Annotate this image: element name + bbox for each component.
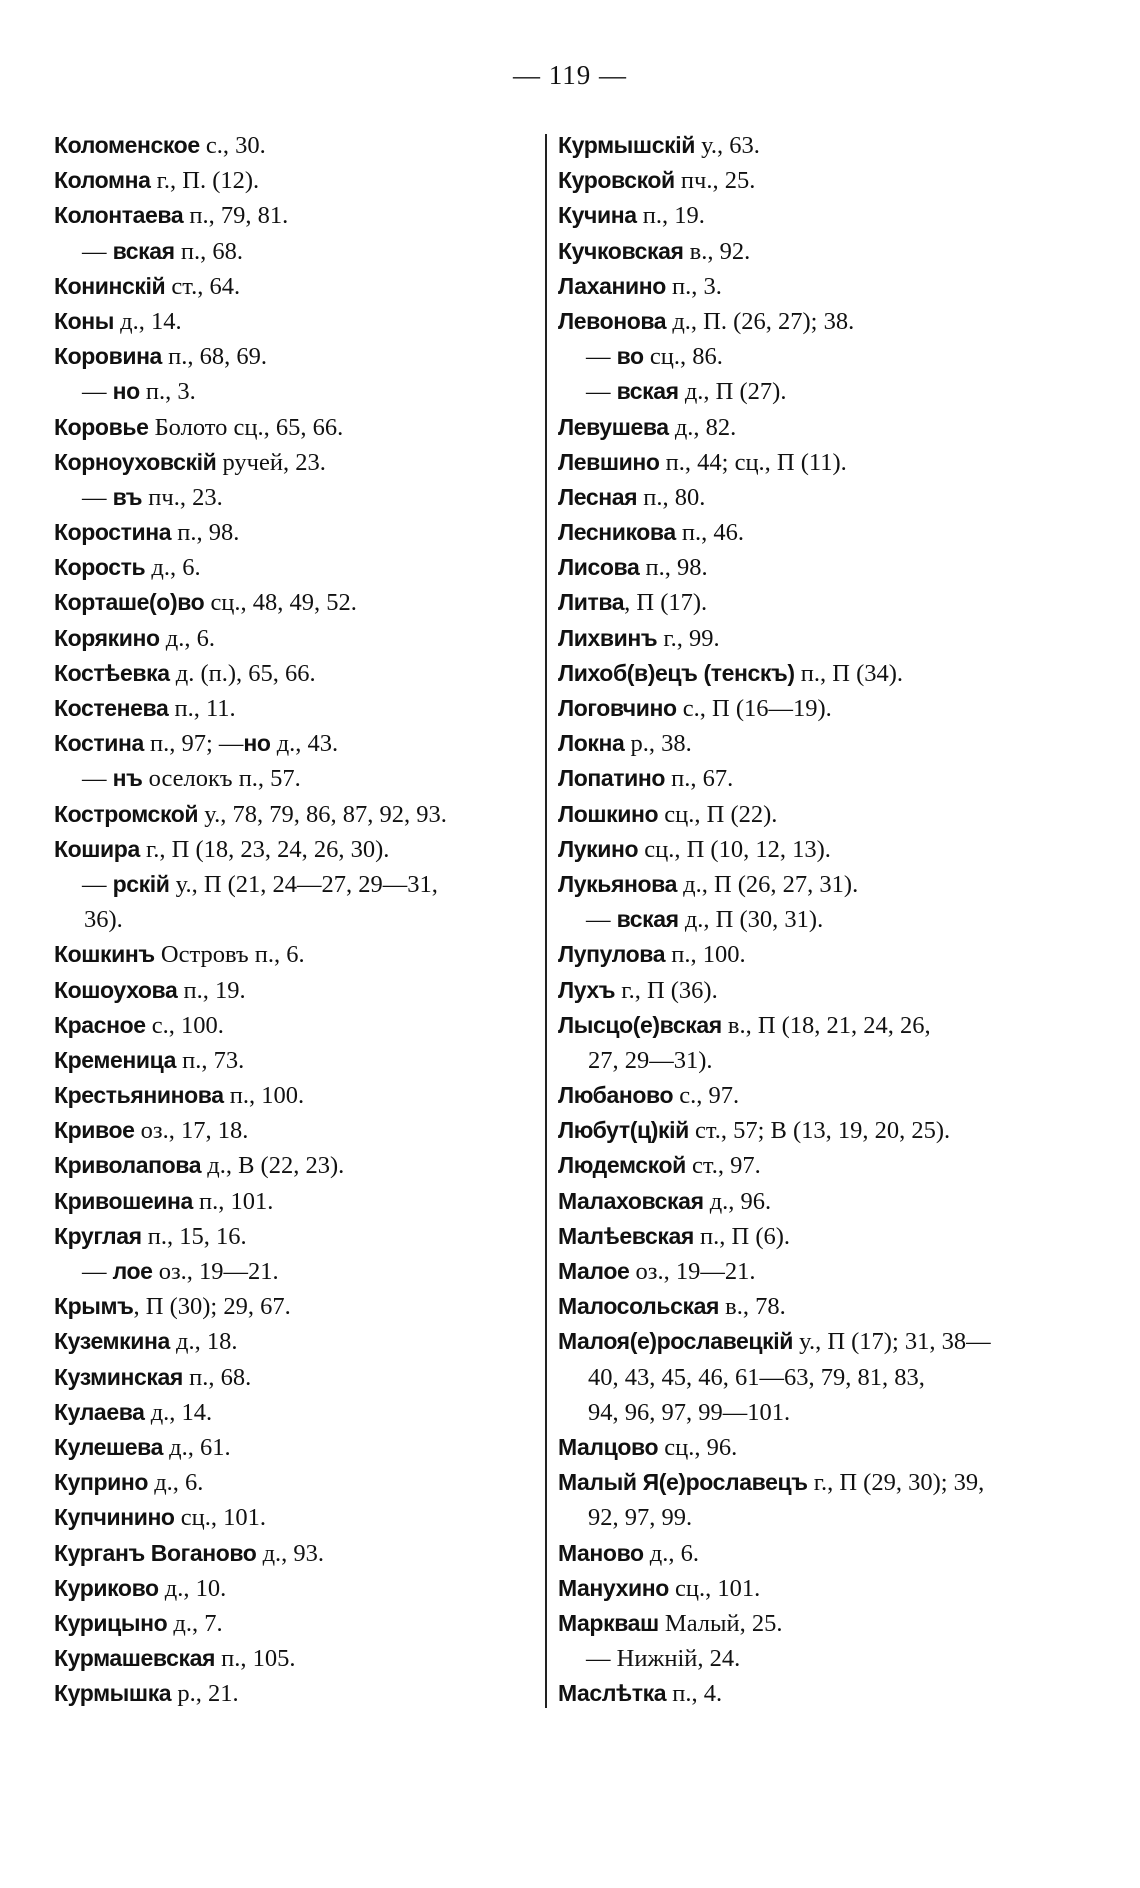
index-entry [54,1289,536,1324]
entry-reference: 40, 43, 45, 46, 61—63, 79, 81, 83, [588,1363,925,1391]
entry-headword: Куровской [558,167,675,194]
entry-headword: Кулаева [54,1398,145,1425]
entry-reference: п., 105. [215,1645,296,1673]
column-divider [545,134,547,1708]
entry-headword: Коны [54,307,115,334]
index-entry [558,339,1038,374]
entry-reference: оз., 19—21. [152,1258,279,1285]
entry-headword: Малый Я(е)рославецъ [558,1469,808,1496]
entry-reference: п., П (34). [794,659,904,687]
entry-dash: — [586,343,617,371]
index-entry [54,797,536,832]
entry-reference: п., 46. [675,519,744,547]
entry-headword: Костѣевка [54,659,170,686]
entry-headword: Малаховская [558,1187,704,1214]
entry-headword: Корякино [54,624,160,651]
index-entry [54,1008,536,1043]
entry-reference: сц., 48, 49, 52. [204,589,357,617]
index-entry [54,1536,536,1571]
entry-reference: п., 68, 69. [161,343,267,371]
entry-reference: 27, 29—31). [588,1046,713,1074]
index-entry [558,1254,1038,1289]
entry-headword: Левонова [558,307,667,334]
entry-reference: пч., 25. [674,167,756,195]
entry-dash: — [82,870,113,898]
entry-reference: ст., 97. [685,1152,761,1180]
entry-reference: д., 7. [167,1609,223,1637]
entry-reference: сц., 101. [174,1504,266,1532]
entry-reference: , П (30); 29, 67. [133,1293,291,1321]
entry-reference: п., 4. [666,1680,723,1708]
index-entry [54,1113,536,1148]
index-entry [54,1360,536,1395]
entry-reference: д., 6. [148,1469,204,1497]
entry-reference: Малый, 25. [658,1609,783,1637]
entry-headword: Коломна [54,167,151,194]
index-entry [54,374,536,409]
entry-dash: — [586,906,617,934]
index-entry [558,1536,1038,1571]
index-entry [558,1324,1038,1359]
index-entry [558,1078,1038,1113]
entry-reference: п., П (6). [693,1222,791,1250]
index-entry [54,339,536,374]
entry-dash: — [82,378,113,406]
entry-reference: д., 6. [145,554,201,582]
entry-headword: Кривошеина [54,1187,193,1214]
entry-reference: в., 78. [719,1293,786,1321]
index-entry [558,128,1038,163]
entry-headword: Курмашевская [54,1645,216,1672]
entry-reference: у., П (17); 31, 38— [793,1328,991,1356]
entry-reference: д., П (26, 27, 31). [676,870,859,898]
entry-headword: Людемской [558,1152,686,1179]
entry-headword: Коровье [54,413,149,440]
index-entry [54,1641,536,1676]
index-entry [54,269,536,304]
entry-headword: Курмышка [54,1680,172,1707]
index-entry [558,269,1038,304]
entry-headword: Маново [558,1539,644,1566]
index-entry [54,410,536,445]
entry-reference: г., П. (12). [150,167,260,195]
entry-headword: Красное [54,1011,146,1038]
index-entry [54,480,536,515]
entry-reference: г., П (29, 30); 39, [807,1469,985,1497]
index-entry [54,1395,536,1430]
entry-reference: с., 30. [199,132,266,159]
entry-reference: 92, 97, 99. [588,1504,693,1532]
entry-headword: Лисова [558,554,640,581]
index-entry [54,445,536,480]
index-entry [558,1360,1038,1395]
index-entry [54,902,536,937]
entry-reference: д., В (22, 23). [201,1152,345,1180]
entry-headword: Кошира [54,835,140,862]
entry-headword: но [112,378,140,405]
entry-headword: Любут(ц)кій [558,1117,689,1144]
entry-headword: Кучковская [558,237,684,264]
entry-reference: п., 80. [637,483,706,511]
index-entry [54,515,536,550]
index-entry [558,515,1038,550]
entry-reference: сц., 96. [658,1433,738,1461]
entry-reference: ст., 64. [165,272,241,300]
entry-headword: Куриково [54,1574,159,1601]
index-entry [558,1571,1038,1606]
entry-headword: Лупулова [558,941,666,968]
index-entry [558,234,1038,269]
entry-reference: д., 61. [163,1433,231,1461]
entry-headword: Маслѣтка [558,1680,667,1707]
entry-headword: Кулешева [54,1433,164,1460]
entry-headword: лое [112,1258,153,1284]
entry-headword: Кривое [54,1117,135,1144]
entry-headword: Лопатино [558,765,666,792]
entry-reference: ст., 57; В (13, 19, 20, 25). [688,1117,951,1145]
entry-headword: Литва [558,589,625,616]
entry-headword: Коростина [54,519,172,546]
entry-reference: с., П (16—19). [676,695,832,722]
entry-headword: Курмышскій [558,132,695,158]
entry-reference: оселокъ п., 57. [142,765,301,793]
entry-headword: Лаханино [558,272,666,299]
index-entry [558,902,1038,937]
entry-headword: Купчинино [54,1504,175,1531]
entry-headword: вская [616,906,679,933]
index-entry [558,867,1038,902]
index-entry [54,234,536,269]
index-entry [558,1395,1038,1430]
entry-headword: Крестьянинова [54,1082,224,1109]
entry-headword: Малцово [558,1433,659,1460]
index-entry [558,1289,1038,1324]
entry-reference: с., 100. [145,1011,224,1039]
index-entry [54,1465,536,1500]
index-entry [54,1184,536,1219]
entry-reference: д. (п.), 65, 66. [169,659,316,687]
entry-reference: д., 14. [144,1398,213,1426]
index-entry [558,1184,1038,1219]
index-entry [54,1148,536,1183]
entry-reference: сц., 86. [643,343,723,371]
entry-headword: Лухъ [558,976,616,1003]
index-entry [558,937,1038,972]
entry-headword: Костина [54,730,144,757]
index-entry [558,374,1038,409]
entry-headword: но [243,730,271,757]
entry-reference: Островъ п., 6. [154,941,305,969]
entry-reference: д., 96. [703,1187,772,1215]
entry-reference: д., П (30, 31). [678,906,824,934]
entry-headword: Корноуховскій [54,448,217,475]
entry-headword: Корость [54,554,146,581]
index-entry [558,1043,1038,1078]
entry-reference: 94, 96, 97, 99—101. [588,1398,791,1426]
entry-reference: п., 11. [168,695,236,722]
entry-dash: — [82,483,113,511]
index-entry [558,1430,1038,1465]
entry-reference: п., 44; сц., П (11). [659,448,847,476]
entry-reference: с., 97. [673,1082,740,1110]
entry-reference: у., П (21, 24—27, 29—31, [169,870,438,898]
index-entry [54,1676,536,1711]
index-entry [558,198,1038,233]
entry-headword: Лесникова [558,519,676,546]
entry-headword: Маркваш [558,1609,659,1636]
entry-reference: д., 18. [169,1328,238,1356]
right-index-column [558,128,1038,1711]
index-entry [558,1606,1038,1641]
index-entry [54,550,536,585]
entry-reference: п., 3. [139,378,196,406]
entry-headword: Курицыно [54,1609,168,1636]
entry-headword: Лысцо(е)вская [558,1011,722,1038]
entry-reference: д., 82. [668,413,737,441]
entry-reference: ручей, 23. [216,448,326,476]
entry-reference: в., П (18, 21, 24, 26, [721,1011,931,1039]
entry-reference: п., 15, 16. [141,1222,247,1250]
entry-headword: Костенева [54,695,169,721]
index-entry [558,550,1038,585]
entry-headword: Крымъ [54,1293,134,1320]
entry-dash: — [82,1258,113,1285]
entry-headword: Кошоухова [54,976,178,1003]
index-entry [54,867,536,902]
entry-reference: у., 78, 79, 86, 87, 92, 93. [198,800,447,828]
entry-reference: д., П. (26, 27); 38. [666,307,855,335]
entry-reference: п., 98. [171,519,240,547]
entry-headword: Локна [558,730,625,757]
index-entry [558,973,1038,1008]
entry-reference: оз., 17, 18. [134,1117,249,1145]
entry-headword: Кременица [54,1046,177,1073]
entry-reference: п., 100. [223,1082,305,1110]
entry-reference: г., 99. [657,624,720,652]
left-index-column [54,128,536,1711]
index-entry [54,937,536,972]
entry-headword: Логовчино [558,695,677,721]
index-entry [54,761,536,796]
index-entry [54,304,536,339]
index-entry [54,621,536,656]
entry-headword: вская [616,378,679,405]
entry-reference: пч., 23. [142,483,223,511]
index-entry [558,1113,1038,1148]
entry-reference: п., 79, 81. [183,202,289,230]
index-entry [558,832,1038,867]
index-entry [558,480,1038,515]
entry-headword: Курганъ Воганово [54,1539,257,1566]
entry-reference: д., 43. [270,730,339,758]
entry-reference: п., 3. [665,272,722,300]
index-entry [558,445,1038,480]
entry-reference: п., 68. [182,1363,252,1391]
index-entry [54,1500,536,1535]
index-entry [558,1500,1038,1535]
entry-dash: — [82,237,113,265]
entry-headword: Лошкино [558,800,659,827]
entry-headword: Коломенское [54,132,200,158]
entry-reference: Нижній, 24. [616,1645,741,1673]
index-entry [558,1641,1038,1676]
entry-reference: г., П (36). [615,976,718,1004]
entry-headword: Малосольская [558,1293,720,1320]
entry-headword: Коровина [54,343,162,370]
entry-headword: Левшино [558,448,660,475]
entry-headword: Лукьянова [558,870,677,897]
entry-headword: Круглая [54,1222,142,1249]
entry-headword: Лесная [558,483,638,510]
entry-reference: р., 38. [624,730,692,758]
entry-reference: п., 67. [665,765,734,793]
entry-headword: Куземкина [54,1328,170,1355]
entry-headword: во [616,343,644,370]
index-entry [54,656,536,691]
entry-headword: Малое [558,1258,630,1284]
entry-reference: г., П (18, 23, 24, 26, 30). [139,835,390,863]
entry-headword: Малѣевская [558,1222,694,1249]
index-entry [558,163,1038,198]
entry-reference: р., 21. [171,1680,239,1708]
entry-reference: сц., 101. [668,1574,761,1602]
entry-dash: — [82,765,113,793]
entry-reference: у., 63. [694,132,760,159]
index-entry [54,691,536,726]
entry-reference: сц., П (22). [658,800,778,828]
entry-reference: п., 98. [639,554,708,582]
index-entry [558,1465,1038,1500]
index-entry [54,1043,536,1078]
entry-headword: Кучина [558,202,637,229]
entry-reference: п., 68. [174,237,243,265]
index-entry [54,726,536,761]
index-entry [54,1254,536,1289]
index-entry [54,832,536,867]
entry-headword: Любаново [558,1082,674,1109]
index-entry [558,410,1038,445]
index-entry [558,691,1038,726]
index-entry [54,1430,536,1465]
entry-headword: Лихвинъ [558,624,658,651]
entry-headword: Малоя(е)рославецкій [558,1328,794,1355]
entry-reference: в., 92. [683,237,751,265]
index-entry [558,585,1038,620]
entry-reference: п., 73. [176,1046,245,1074]
index-entry [54,1219,536,1254]
index-entry [558,1219,1038,1254]
entry-headword: вская [112,237,175,264]
entry-reference: оз., 19—21. [629,1258,756,1285]
entry-dash: — [586,1645,617,1673]
entry-reference: , П (17). [624,589,708,617]
index-entry [54,1606,536,1641]
entry-headword: Костромской [54,800,199,827]
index-entry [54,973,536,1008]
index-entry [54,128,536,163]
index-entry [54,1078,536,1113]
entry-headword: Манухино [558,1574,669,1601]
index-entry [558,621,1038,656]
index-entry [558,304,1038,339]
index-entry [558,1148,1038,1183]
entry-reference: д., 6. [643,1539,700,1567]
index-entry [558,726,1038,761]
entry-reference: Болото сц., 65, 66. [148,413,344,441]
entry-headword: Лукино [558,835,639,862]
entry-headword: Корташе(о)во [54,589,205,616]
page-number: — 119 — [513,60,627,90]
index-entry [54,163,536,198]
entry-reference: д., П (27). [678,378,787,406]
index-entry [54,1324,536,1359]
entry-reference: п., 97; — [143,730,244,758]
entry-reference: д., 6. [159,624,215,652]
entry-headword: Лихоб(в)ецъ (тенскъ) [558,659,795,686]
entry-reference: д., 10. [158,1574,227,1602]
index-entry [558,1008,1038,1043]
entry-dash: — [586,378,617,406]
index-entry [558,656,1038,691]
entry-headword: Колонтаева [54,202,184,229]
index-entry [558,797,1038,832]
entry-headword: нъ [112,765,143,792]
entry-reference: 36). [84,906,123,934]
entry-reference: сц., П (10, 12, 13). [638,835,831,863]
entry-reference: п., 19. [177,976,246,1004]
entry-headword: въ [112,483,143,510]
entry-headword: Кузминская [54,1363,183,1390]
index-entry [54,585,536,620]
entry-headword: Криволапова [54,1152,202,1179]
entry-reference: п., 100. [665,941,746,969]
entry-headword: Куприно [54,1469,149,1496]
index-entry [558,761,1038,796]
entry-reference: п., 19. [636,202,705,230]
index-entry [54,198,536,233]
index-entry [558,1676,1038,1711]
entry-reference: д., 14. [114,307,182,335]
entry-headword: рскій [112,870,170,897]
entry-reference: д., 93. [256,1539,325,1567]
entry-reference: п., 101. [192,1187,274,1215]
entry-headword: Кошкинъ [54,941,155,968]
index-entry [54,1571,536,1606]
entry-headword: Левушева [558,413,669,440]
entry-headword: Конинскій [54,272,166,299]
